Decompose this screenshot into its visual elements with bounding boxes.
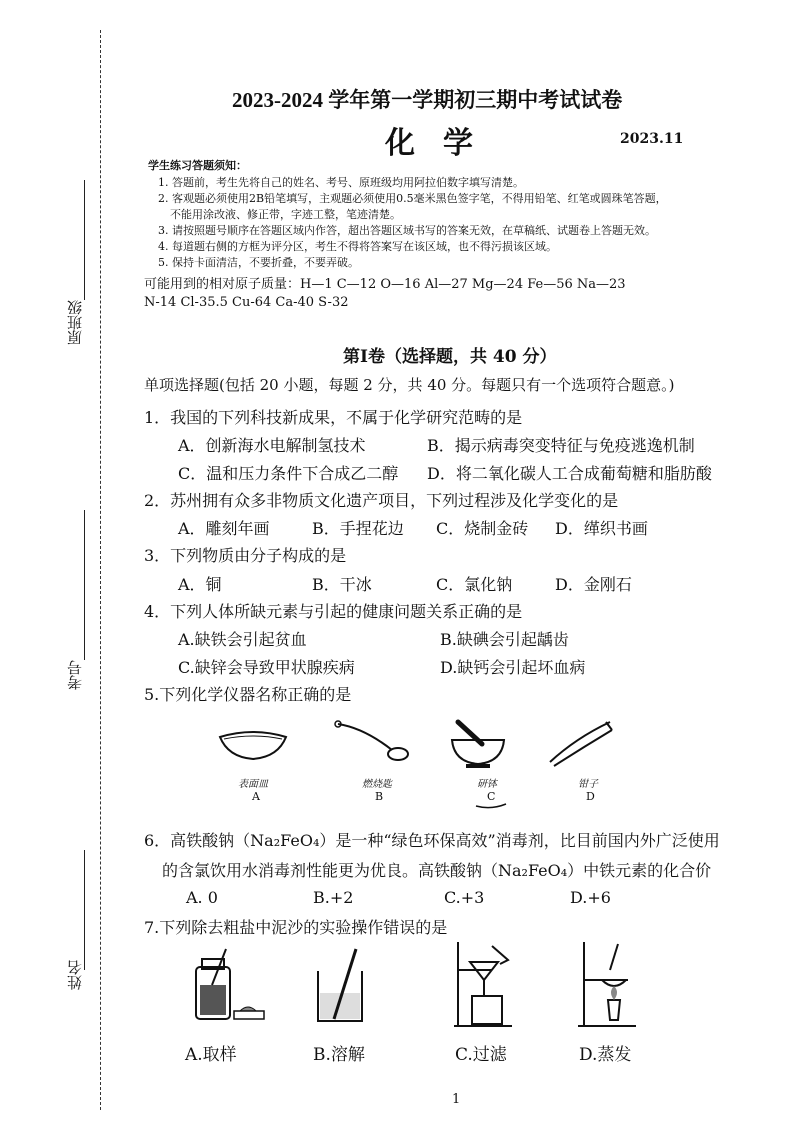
q6-line-2: 的含氯饮用水消毒剂性能更为优良。高铁酸钠（Na₂FeO₄）中铁元素的化合价 (162, 861, 712, 880)
q5-label-d: 钳子 (578, 779, 598, 790)
q7-stem: 7.下列除去粗盐中泥沙的实验操作错误的是 (144, 918, 448, 937)
notice-item-1: 1. 答题前，考生先将自己的姓名、考号、原班级均用阿拉伯数字填写清楚。 (158, 176, 524, 189)
q2-option-d: D．缂织书画 (555, 519, 648, 538)
exam-date: 2023.11 (620, 131, 684, 147)
watch-glass-image (218, 725, 288, 765)
q2-option-a: A．雕刻年画 (178, 519, 270, 538)
notice-item-5: 5. 保持卡面清洁，不要折叠，不要弄破。 (158, 256, 359, 269)
q6-option-a: A. 0 (186, 888, 218, 907)
dissolving-image (312, 945, 372, 1025)
class-blank-line (84, 180, 85, 300)
q6-option-b: B.+2 (313, 888, 354, 907)
q6-line-1: 6．高铁酸钠（Na₂FeO₄）是一种“绿色环保高效”消毒剂，比目前国内外广泛使用 (144, 831, 720, 850)
page-number: 1 (452, 1092, 461, 1107)
q5-letter-b: B (375, 790, 384, 803)
q4-option-b: B.缺碘会引起龋齿 (440, 630, 569, 649)
q7-option-c: C.过滤 (455, 1045, 507, 1065)
q5-letter-c: C (487, 790, 496, 803)
binding-dashed-line (100, 30, 101, 1110)
q7-option-d: D.蒸发 (579, 1045, 632, 1065)
notice-item-2-cont: 不能用涂改液、修正带，字迹工整，笔迹清楚。 (170, 208, 401, 221)
atomic-mass-line-1: 可能用到的相对原子质量：H—1 C—12 O—16 Al—27 Mg—24 Fe—56 Na—23 (144, 277, 626, 292)
q4-stem: 4．下列人体所缺元素与引起的健康问题关系正确的是 (144, 602, 523, 621)
handwritten-underline (474, 802, 508, 810)
q4-option-d: D.缺钙会引起坏血病 (440, 658, 586, 677)
q2-stem: 2．苏州拥有众多非物质文化遗产项目，下列过程涉及化学变化的是 (144, 491, 619, 510)
exam-no-blank-line (84, 510, 85, 660)
q5-label-b: 燃烧匙 (362, 779, 392, 790)
name-blank-line (84, 850, 85, 970)
name-label: 姓名 (66, 960, 84, 990)
q2-option-c: C．烧制金砖 (436, 519, 529, 538)
subject-title: 化学 (385, 126, 501, 161)
q3-option-d: D．金刚石 (555, 575, 632, 594)
atomic-mass-line-2: N-14 Cl-35.5 Cu-64 Ca-40 S-32 (144, 295, 349, 310)
q1-option-c: C．温和压力条件下合成乙二醇 (178, 464, 399, 483)
q5-letter-a: A (252, 790, 260, 803)
q1-option-d: D．将二氧化碳人工合成葡萄糖和脂肪酸 (427, 464, 712, 483)
class-label: 原班级 (66, 300, 84, 345)
notice-heading: 学生练习答题须知： (148, 159, 247, 172)
q2-option-b: B．手捏花边 (312, 519, 404, 538)
evaporating-image (574, 940, 644, 1030)
notice-item-3: 3. 请按照题号顺序在答题区域内作答，超出答题区域书写的答案无效，在草稿纸、试题卷上答题无效。 (158, 224, 656, 237)
q1-stem: 1．我国的下列科技新成果，不属于化学研究范畴的是 (144, 408, 523, 427)
q6-option-c: C.+3 (444, 888, 485, 907)
exam-no-label: 考号 (66, 660, 84, 690)
section-title: 第Ⅰ卷（选择题，共 40 分） (343, 347, 557, 367)
q7-option-a: A.取样 (185, 1045, 237, 1065)
mortar-pestle-image (448, 718, 508, 770)
q5-label-c: 研钵 (477, 779, 497, 790)
q1-option-a: A．创新海水电解制氢技术 (178, 436, 366, 455)
filtering-image (452, 940, 532, 1030)
q4-option-a: A.缺铁会引起贫血 (178, 630, 307, 649)
q1-option-b: B．揭示病毒突变特征与免疫逃逸机制 (427, 436, 695, 455)
combustion-spoon-image (334, 718, 414, 768)
notice-item-4: 4. 每道题右侧的方框为评分区，考生不得将答案写在该区域，也不得污损该区域。 (158, 240, 557, 253)
q6-option-d: D.+6 (570, 888, 611, 907)
q3-option-c: C．氯化钠 (436, 575, 513, 594)
q5-stem: 5.下列化学仪器名称正确的是 (144, 685, 352, 704)
notice-item-2: 2. 客观题必须使用2B铅笔填写，主观题必须使用0.5毫米黑色签字笔，不得用铅笔、红笔或圆珠笔答题， (158, 192, 667, 205)
q5-label-a: 表面皿 (238, 779, 268, 790)
sampling-image (190, 945, 274, 1025)
tongs-image (546, 718, 616, 768)
section-instruction: 单项选择题(包括 20 小题，每题 2 分，共 40 分。每题只有一个选项符合题意。) (144, 376, 675, 394)
q4-option-c: C.缺锌会导致甲状腺疾病 (178, 658, 355, 677)
exam-title: 2023-2024 学年第一学期初三期中考试试卷 (232, 88, 623, 112)
q3-option-a: A．铜 (178, 575, 222, 594)
q5-letter-d: D (586, 790, 595, 803)
q3-option-b: B．干冰 (312, 575, 372, 594)
q3-stem: 3．下列物质由分子构成的是 (144, 546, 347, 565)
q7-option-b: B.溶解 (313, 1045, 365, 1065)
